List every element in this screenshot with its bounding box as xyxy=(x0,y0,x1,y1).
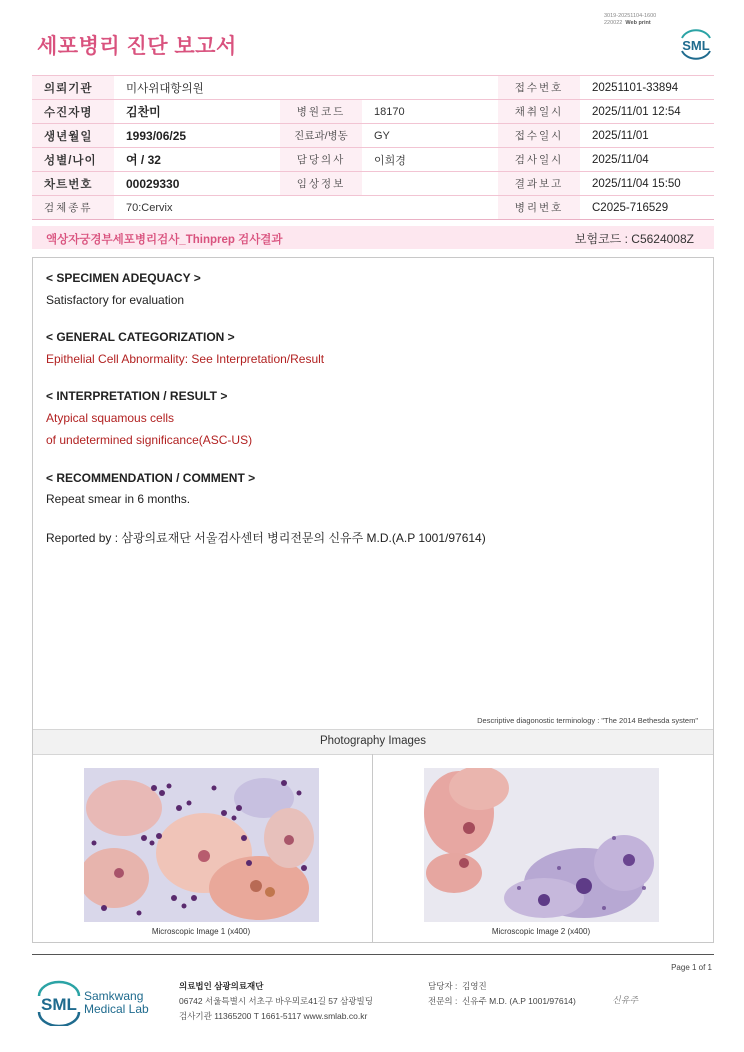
value-specimen-type: 70:Cervix xyxy=(114,196,498,220)
value-patient-name: 김찬미 xyxy=(114,100,280,124)
value-result-report: 2025/11/04 15:50 xyxy=(580,172,714,196)
image-2-caption: Microscopic Image 2 (x400) xyxy=(491,927,591,936)
report-title: 세포병리 진단 보고서 xyxy=(37,35,237,58)
footer-divider xyxy=(32,954,714,955)
value-exam-time: 2025/11/04 xyxy=(580,148,714,172)
org-name: 의료법인 삼광의료재단 xyxy=(179,981,264,991)
label-result-report: 결과보고 xyxy=(498,172,580,196)
label-department: 진료과/병동 xyxy=(280,124,362,148)
footer-logo xyxy=(36,980,160,1026)
value-requesting-institution: 미사위대항의원 xyxy=(114,76,498,100)
web-print-label: Web print xyxy=(625,20,651,26)
value-collection-time: 2025/11/01 12:54 xyxy=(580,100,714,124)
recommendation-heading: < RECOMMENDATION / COMMENT > xyxy=(46,471,256,485)
table-row xyxy=(32,124,714,148)
staff-info xyxy=(428,979,576,1009)
label-hospital-code: 병원코드 xyxy=(280,100,362,124)
insurance-code: 보험코드 : C5624008Z xyxy=(574,232,694,246)
org-info xyxy=(179,979,373,1024)
label-receipt-number: 접수번호 xyxy=(498,76,580,100)
table-row xyxy=(32,196,714,220)
specialist-label: 전문의 : xyxy=(428,996,458,1006)
label-birth-date: 생년월일 xyxy=(32,124,114,148)
value-chart-number: 00029330 xyxy=(114,172,280,196)
general-categorization-text: Epithelial Cell Abnormality: See Interpretation/Result xyxy=(46,352,325,366)
value-receipt-time: 2025/11/01 xyxy=(580,124,714,148)
photo-section-title: Photography Images xyxy=(319,735,427,747)
value-department: GY xyxy=(362,124,498,148)
value-clinical-info xyxy=(362,172,498,196)
interpretation-line-1: Atypical squamous cells xyxy=(46,411,175,425)
print-id-code: 220022 xyxy=(604,20,623,26)
label-clinical-info: 임상정보 xyxy=(280,172,362,196)
print-id xyxy=(604,13,704,27)
specimen-adequacy-text: Satisfactory for evaluation xyxy=(46,293,185,307)
signature-image: 신유주 xyxy=(612,996,639,1006)
table-row xyxy=(32,76,714,100)
staff-label: 담당자 : xyxy=(428,981,458,991)
table-row xyxy=(32,148,714,172)
value-birth-date: 1993/06/25 xyxy=(114,124,280,148)
recommendation-text: Repeat smear in 6 months. xyxy=(46,492,191,506)
footer-logo-text: SML xyxy=(41,995,77,1014)
label-receipt-time: 접수일시 xyxy=(498,124,580,148)
table-row xyxy=(32,172,714,196)
general-categorization-heading: < GENERAL CATEGORIZATION > xyxy=(46,330,235,344)
value-receipt-number: 20251101-33894 xyxy=(580,76,714,100)
terminology-note: Descriptive diagonostic terminology : "The 2014 Bethesda system" xyxy=(477,716,698,725)
specialist-name: 신유주 M.D. (A.P 1001/97614) xyxy=(462,996,576,1006)
image-1-caption: Microscopic Image 1 (x400) xyxy=(151,927,251,936)
exam-title: 액상자궁경부세포병리검사_Thinprep 검사결과 xyxy=(46,234,283,246)
label-patient-name: 수진자명 xyxy=(32,100,114,124)
specimen-adequacy-heading: < SPECIMEN ADEQUACY > xyxy=(46,271,201,285)
org-address: 06742 서울특별시 서초구 바우뫼로41길 57 삼광빌딩 xyxy=(179,996,373,1006)
label-sex-age: 성별/나이 xyxy=(32,148,114,172)
label-specimen-type: 검체종류 xyxy=(32,196,114,220)
print-id-number: 3019-20251104-1600 xyxy=(604,13,657,19)
microscopic-image-2 xyxy=(424,768,659,922)
value-pathology-number: C2025-716529 xyxy=(580,196,714,220)
label-collection-time: 채취일시 xyxy=(498,100,580,124)
org-contact: 검사기관 11365200 T 1661-5117 www.smlab.co.kr xyxy=(179,1011,368,1021)
label-pathology-number: 병리번호 xyxy=(498,196,580,220)
microscopic-image-1 xyxy=(84,768,319,922)
value-hospital-code: 18170 xyxy=(362,100,498,124)
interpretation-heading: < INTERPRETATION / RESULT > xyxy=(46,389,228,403)
reported-by: Reported by : 삼광의료재단 서울검사센터 병리전문의 신유주 M.D.(A.P 1001/97614) xyxy=(46,531,486,545)
label-exam-time: 검사일시 xyxy=(498,148,580,172)
label-physician: 담당의사 xyxy=(280,148,362,172)
staff-name: 김영진 xyxy=(462,981,487,991)
interpretation-line-2: of undetermined significance(ASC-US) xyxy=(46,433,253,447)
label-requesting-institution: 의뢰기관 xyxy=(32,76,114,100)
sml-logo-icon xyxy=(676,26,716,62)
sml-logo-text: SML xyxy=(682,38,710,53)
table-row xyxy=(32,100,714,124)
label-chart-number: 차트번호 xyxy=(32,172,114,196)
logo-name-line2: Medical Lab xyxy=(84,1002,149,1016)
value-physician: 이희경 xyxy=(362,148,498,172)
patient-info-table xyxy=(32,75,714,220)
logo-name-line1: Samkwang xyxy=(84,989,144,1003)
photo-divider xyxy=(372,754,373,942)
page-number: Page 1 of 1 xyxy=(671,963,712,972)
value-sex-age: 여 / 32 xyxy=(114,148,280,172)
